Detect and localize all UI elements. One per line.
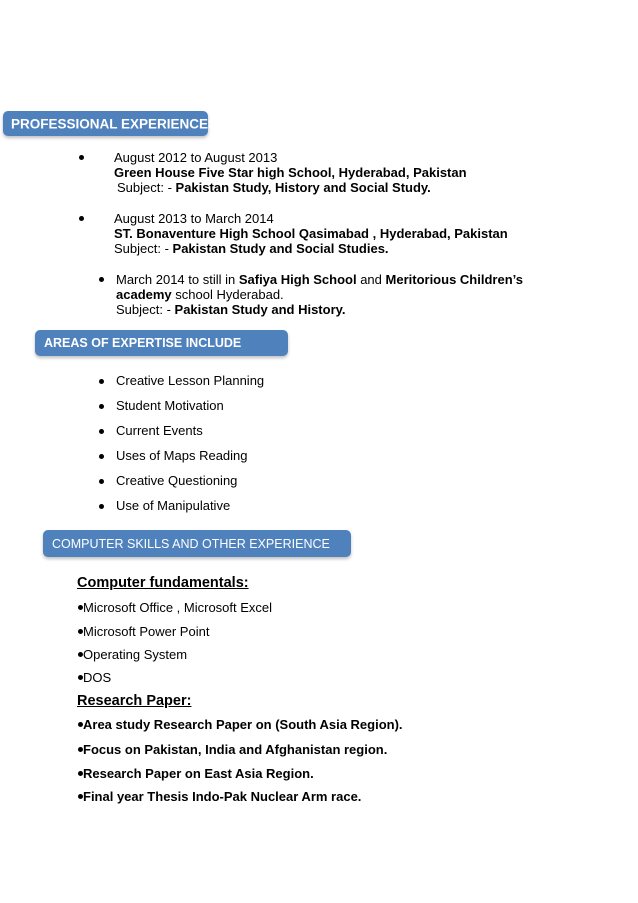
expertise-item: Creative Questioning: [116, 473, 238, 488]
computer-item: Microsoft Power Point: [83, 624, 210, 639]
section-header-professional-experiences: [3, 111, 218, 136]
research-item: Focus on Pakistan, India and Afghanistan region.: [83, 742, 388, 757]
experience-subject: [116, 302, 346, 317]
experience-period: [116, 272, 523, 287]
expertise-item: Uses of Maps Reading: [116, 448, 248, 463]
subject-label: Subject: -: [114, 241, 173, 256]
school-name-2: Meritorious Children’s: [385, 272, 523, 287]
subject-value: Pakistan Study and Social Studies.: [172, 241, 389, 256]
computer-item: Operating System: [83, 647, 188, 662]
bullet-icon: [99, 454, 104, 459]
school-name-2-cont: academy: [116, 287, 172, 302]
subject-label: Subject: -: [117, 180, 176, 195]
experience-school-line: [116, 287, 284, 302]
experience-period: August 2013 to March 2014: [114, 211, 274, 226]
research-item: Research Paper on East Asia Region.: [83, 766, 314, 781]
expertise-item: Current Events: [116, 423, 203, 438]
experience-school: ST. Bonaventure High School Qasimabad , Hyderabad, Pakistan: [114, 226, 508, 241]
experience-subject: [117, 180, 431, 195]
experience-school: Green House Five Star high School, Hyderabad, Pakistan: [114, 165, 467, 180]
period-text: March 2014 to still in: [116, 272, 239, 287]
section-title: PROFESSIONAL EXPERIENCES: [11, 116, 218, 131]
conjunction: and: [356, 272, 386, 287]
subject-value: Pakistan Study, History and Social Study.: [175, 180, 431, 195]
computer-fundamentals-heading: Computer fundamentals:: [77, 575, 249, 591]
bullet-icon: [79, 216, 84, 221]
bullet-icon: [99, 277, 104, 282]
experience-period: August 2012 to August 2013: [114, 150, 278, 165]
expertise-item: Student Motivation: [116, 398, 224, 413]
bullet-icon: [79, 155, 84, 160]
research-paper-heading: Research Paper:: [77, 693, 192, 709]
section-header-areas-of-expertise: [35, 330, 288, 356]
school-suffix: school Hyderabad.: [171, 287, 284, 302]
research-item: Final year Thesis Indo-Pak Nuclear Arm race.: [83, 789, 362, 804]
subject-value: Pakistan Study and History.: [174, 302, 346, 317]
section-title: COMPUTER SKILLS AND OTHER EXPERIENCE: [52, 536, 330, 551]
bullet-icon: [99, 504, 104, 509]
bullet-icon: [99, 404, 104, 409]
computer-item: DOS: [83, 670, 112, 685]
bullet-icon: [99, 429, 104, 434]
computer-item: Microsoft Office , Microsoft Excel: [83, 600, 273, 615]
experience-subject: [114, 241, 389, 256]
expertise-item: Use of Manipulative: [116, 498, 231, 513]
section-title: AREAS OF EXPERTISE INCLUDE: [44, 336, 242, 350]
bullet-icon: [99, 479, 104, 484]
bullet-icon: [99, 379, 104, 384]
expertise-item: Creative Lesson Planning: [116, 373, 265, 388]
subject-label: Subject: -: [116, 302, 175, 317]
school-name: Safiya High School: [238, 272, 357, 287]
section-header-computer-skills: [43, 530, 351, 557]
research-item: Area study Research Paper on (South Asia Region).: [83, 717, 403, 732]
